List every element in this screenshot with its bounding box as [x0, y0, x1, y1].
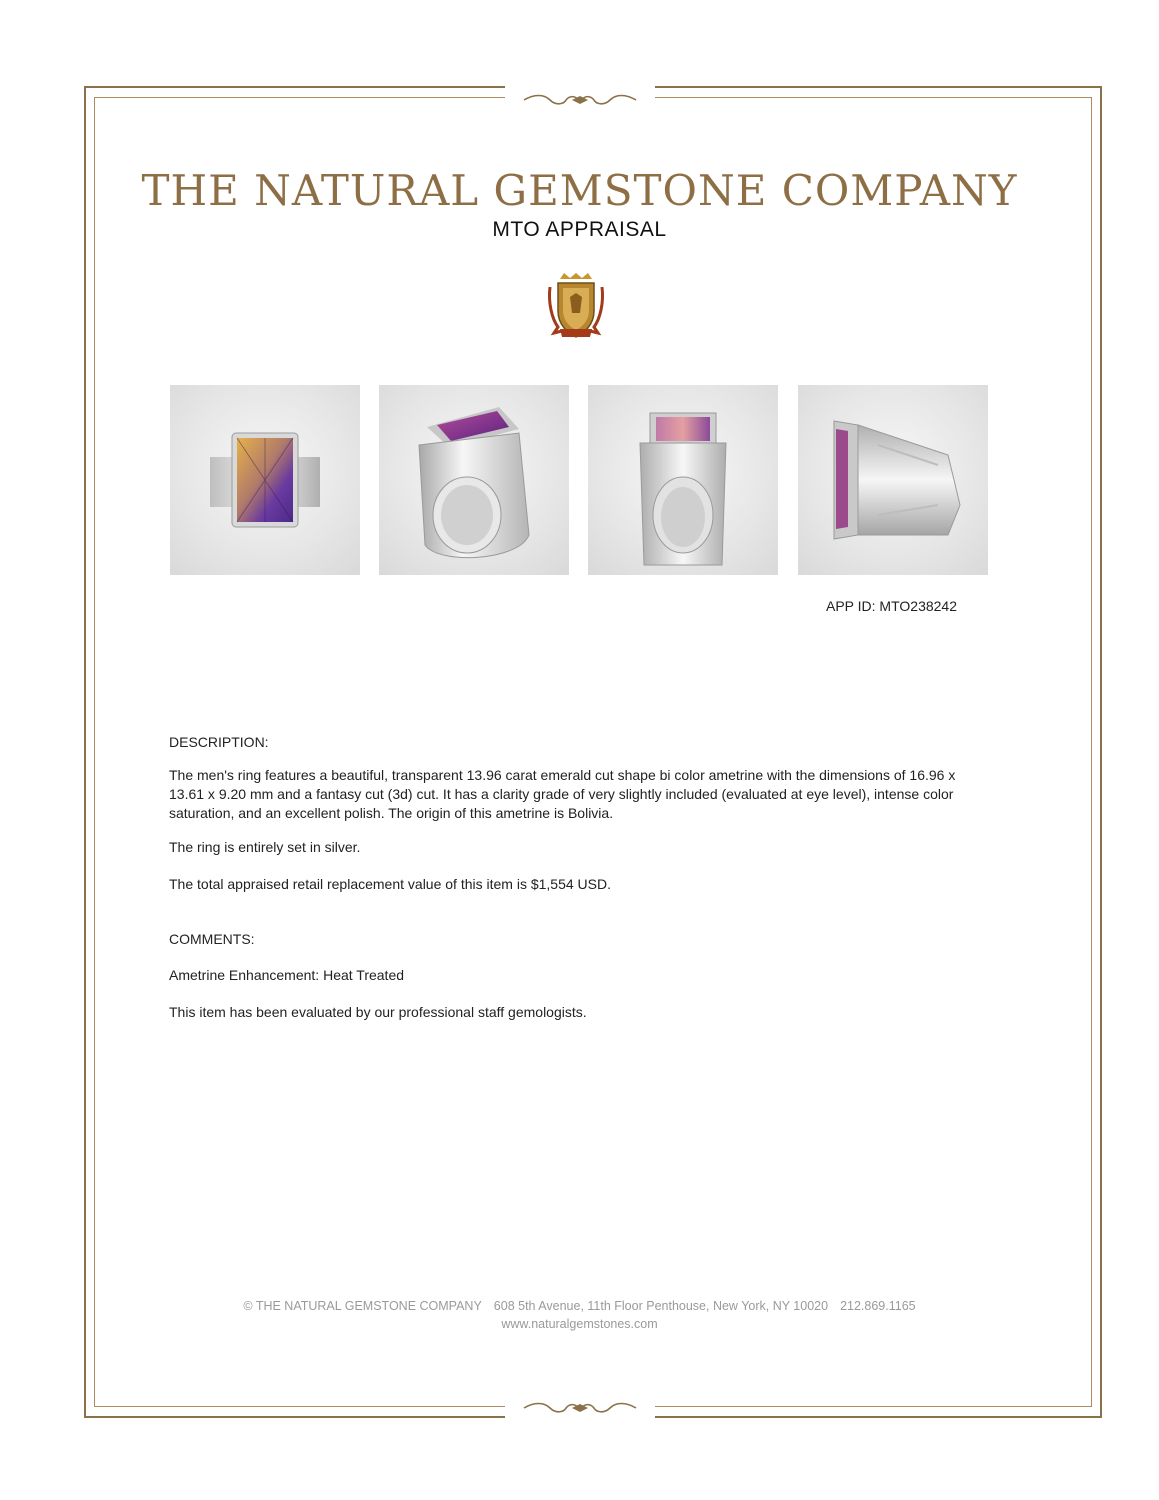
appraisal-id: APP ID: MTO238242 — [826, 598, 957, 614]
bottom-flourish-ornament — [505, 1394, 655, 1422]
ring-photo-angled-view — [379, 385, 569, 575]
comments-line-2: This item has been evaluated by our professional staff gemologists. — [169, 1004, 587, 1020]
company-name-title: THE NATURAL GEMSTONE COMPANY — [141, 166, 1018, 215]
footer-phone: 212.869.1165 — [840, 1299, 916, 1313]
description-paragraph-2: The ring is entirely set in silver. — [169, 839, 361, 855]
footer-contact-line — [0, 1299, 1159, 1313]
ring-photo-front-view — [588, 385, 778, 575]
top-flourish-ornament — [505, 86, 655, 114]
description-paragraph-1: The men's ring features a beautiful, transparent 13.96 carat emerald cut shape bi color ametrine with the dimensions of 16.96 x 13.61 x 9.20 mm and a fantasy cut (3d) cut. It has a clarity grade of very slightly included (evaluated at eye level), intense color saturation, and an excellent polish. The origin of this ametrine is Bolivia. — [169, 767, 956, 821]
description-heading: DESCRIPTION: — [169, 734, 269, 750]
footer-address: 608 5th Avenue, 11th Floor Penthouse, New York, NY 10020 — [493, 1299, 829, 1313]
footer-website-link[interactable]: www.naturalgemstones.com — [501, 1317, 658, 1331]
document-type-subtitle: MTO APPRAISAL — [492, 218, 667, 241]
footer-copyright: © THE NATURAL GEMSTONE COMPANY — [243, 1299, 482, 1313]
ring-photo-top-view — [170, 385, 360, 575]
description-paragraph-3: The total appraised retail replacement value of this item is $1,554 USD. — [169, 876, 612, 892]
comments-heading: COMMENTS: — [169, 931, 255, 947]
company-crest-icon — [546, 273, 606, 341]
comments-line-1: Ametrine Enhancement: Heat Treated — [169, 967, 405, 983]
ring-photo-side-view — [798, 385, 988, 575]
